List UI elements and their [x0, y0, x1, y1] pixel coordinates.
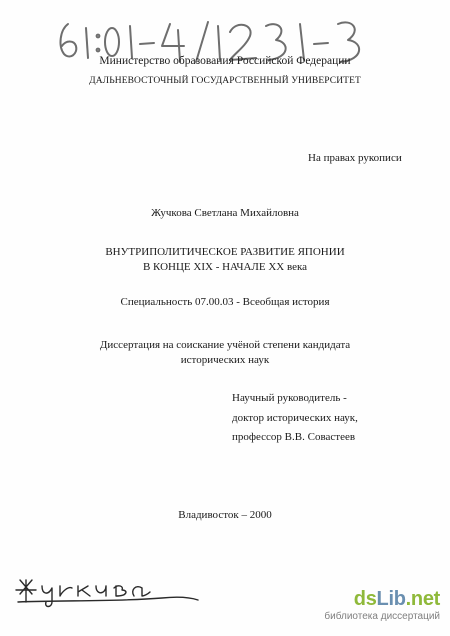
author-name: Жучкова Светлана Михайловна [151, 207, 299, 219]
logo-lib: Lib [376, 588, 406, 610]
thesis-title-line-2: В КОНЦЕ XIX - НАЧАЛЕ XX века [142, 261, 308, 273]
supervisor-line-3: профессор В.В. Совастеев [232, 431, 356, 443]
rights-note: На правах рукописи [308, 152, 402, 164]
author-signature [12, 572, 202, 608]
logo-ds: ds [353, 588, 377, 610]
dissertation-line-2: исторических наук [180, 354, 270, 366]
dissertation-line-1: Диссертация на соискание учёной степени кандидата [99, 339, 351, 351]
specialty-line: Специальность 07.00.03 - Всеобщая история [120, 296, 330, 308]
supervisor-line-1: Научный руководитель - [232, 392, 347, 404]
supervisor-line-2: доктор исторических наук, [232, 412, 358, 424]
ministry-line: Министерство образования Российской Федерации [99, 55, 351, 67]
watermark-subtitle: библиотека диссертаций [324, 611, 440, 622]
dslib-watermark [315, 588, 440, 623]
dslib-logo [315, 588, 440, 610]
logo-net: .net [405, 588, 440, 610]
thesis-title-line-1: ВНУТРИПОЛИТИЧЕСКОЕ РАЗВИТИЕ ЯПОНИИ [105, 246, 345, 258]
place-year: Владивосток – 2000 [178, 509, 272, 521]
university-name: ДАЛЬНЕВОСТОЧНЫЙ ГОСУДАРСТВЕННЫЙ УНИВЕРСИТЕТ [89, 76, 361, 86]
